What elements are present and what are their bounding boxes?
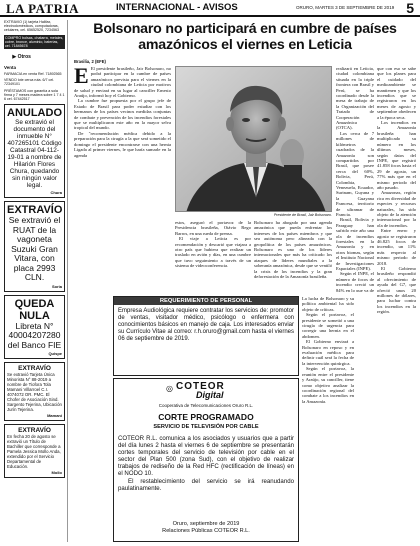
newspaper-logo: LA PATRIA	[6, 1, 79, 16]
coteor-ad	[113, 378, 299, 542]
article-paragraph: realizará en Leticia, ciudad colombiana situada en la triple frontera con Brasil y Perú, se ha coordinado desde la mesa de trabajo de la Organización del Tratado de Cooperación Amazónica (OTCA).	[336, 66, 374, 131]
notice-title: QUEDA NULA	[14, 297, 55, 322]
article-paragraph: La cumbre fue propuesta por el grupo jefe de Estado de Brasil para poder estudiar con los hermanos de los países vecinos medidas conjuntas de combate y prevención de los incendios forestales que se multiplicaron este año en la mayor selva tropical del mundo.	[74, 98, 171, 131]
notice-title: EXTRAVÍO	[18, 365, 51, 373]
classifieds-sidebar	[4, 20, 68, 542]
notice-queda-nula	[4, 295, 65, 360]
article-paragraph: El viaje a Leticia es por recomendación y descartó que viajara a otro país que hubiera que realizar un traslado en avión y días, en una cumbre que tuvo seguimiento a través de un sistema de videoconferencia.	[175, 236, 251, 269]
article-paragraph: Los cerca de 7 millones de kilómetros cuadrados de la Amazonía son compartidos por Brasil, que posee cerca del 60%, Bolivia, Perú, Colombia, Venezuela, Ecuador, Surinam, Guyana y la Guayana Francesa, territorio de ultramar de Francia.	[336, 130, 374, 217]
ad-organization: Cooperativa de Telecomunicaciones Oruro R.L.	[158, 403, 254, 408]
masthead	[0, 0, 420, 17]
notice-sign: Chura	[50, 190, 62, 196]
classified-promo: COMPRO bolsas, chatarra, metales, cobre, bronce, aluminio, baterías, cel. 71845678	[5, 35, 65, 49]
drop-cap: E	[74, 66, 89, 88]
signal-icon: ◎	[166, 384, 173, 393]
paragraph-text: El presidente brasileño, Jair Bolsonaro, no podrá participar en la cumbre de países amazónicos prevista para el viernes en la ciudad colombiana de Leticia por motivos de salud y enviará en su lugar al canciller Ernesto Araújo, informó hoy el Gobierno.	[74, 66, 171, 99]
notice-body: Se extravió Tarjeta Única Minorista N° 88-2019 a nombre de Tiofora Tola Mamani Villarroel C.I. 4074072 OR. PMC. El Chofer de Asociación Sind. Sargento Tejerina, Ubicación Jurín Tejerina.	[7, 372, 62, 413]
coteor-logo-sub: Digital	[196, 390, 224, 400]
notice-extravio-2	[4, 362, 65, 421]
ad-body: Empresa Audiológica requiere contratar los servicios de: promotor de ventas, visitador médico, psicólogo o enfermera con conocimientos básicos en manejo de caja. Los interesados enviar su Currículo Vitae al correo: r.h.oruro@gmail.com hasta el viernes 06 de septiembre de 2019.	[118, 308, 294, 342]
article-paragraph: Según el portavoz, la reunión entre el presidente y Araújo, su canciller, tiene como objetivo analizar la coordinación regional del combate a los incendios en la Amazonía.	[302, 366, 354, 404]
offer-heading: Otros	[17, 54, 31, 61]
dateline: ORURO, MARTES 3 DE SEPTIEMBRE DE 2019	[296, 5, 395, 10]
article-paragraph: El Gobierno brasileño respondió al ofrecimiento de ayuda del G7, que ofreció unos 20 millones de dólares, para luchar contra los incendios en la región.	[377, 266, 416, 315]
article-byline: Brasilia, 2 (EFE)	[74, 59, 106, 64]
article-paragraph: Amazonas, región rica en diversidad de especies y recursos naturales, ha sido objeto de la atención internacional por la ola de incendios.	[377, 190, 416, 228]
notice-body: Se extravió el RUAT de la vagoneta Suzuki Gran Vitara, con placa 2993 CLN.	[8, 215, 61, 283]
ad-body-paragraph-2: El restablecimiento del servicio se irá reanudando paulatinamente.	[118, 478, 294, 493]
article-column-4	[336, 66, 374, 292]
article-column-4b	[357, 296, 374, 542]
notice-body: Se extravió el documento del inmueble N° 407265101 Código Catastral 04-112-19-01 a nombre de Hilarión Flores Chura, quedando sin ningún valor legal.	[7, 119, 62, 190]
article-photo	[175, 66, 332, 212]
section-title: INTERNACIONAL - AVISOS	[116, 2, 238, 13]
article-paragraph	[74, 66, 171, 98]
notice-body: Libreta N° 40004207280 del Banco FIE	[7, 320, 62, 350]
notice-anulado	[4, 104, 65, 198]
ad-title: CORTE PROGRAMADO	[158, 412, 254, 422]
bolsonaro-photo-illustration	[176, 67, 332, 212]
notice-extravio-1	[4, 201, 65, 292]
classified-top: EXTRAVIO (1) tarjeta Halifax, electrodomésticos, computadoras, celulares, cel. 65652520, 7234563	[4, 20, 60, 33]
article-paragraph: Bolsonaro ha abogado por una agenda amazónica que pueda enfrentar los intereses de los países miembros y que sea autónoma pero alineada con la geopolítica de los países amazónicos. Bolsonaro es uno de los líderes internacionales que más ha criticado los ataques de líderes mundiales a la soberanía amazónica, desde que se ventiló la crisis de los incendios y la gran deforestación de la Amazonía brasileña.	[254, 220, 332, 280]
article-column-3b	[302, 296, 354, 542]
classified-section-heading	[4, 51, 65, 64]
personnel-ad	[113, 296, 299, 376]
article-paragraph: Los incendios en la Amazonía brasileña han multiplicado su número en los últimos meses, según datos del INPE, que registró 41.858 focos hasta el 29 de agosto, un 77% más que en el mismo periodo del año pasado.	[377, 120, 416, 190]
article-paragraph: que con eso se sabe que los planes para el cuidado del medioambiente se mantienen y que los incendios que se registraron en los meses de agosto y septiembre obedecen a la época seca.	[377, 66, 416, 120]
notice-body: En fecha 20 de agosto se extravió un Título de Bachiller que corresponde a Pamela Jessica Mollo Anda, extendido por el Servicio Departamental de Educación.	[7, 434, 61, 470]
notice-sign: Mollo	[51, 470, 62, 476]
article-headline: Bolsonaro no participará en cumbre de países amazónicos el viernes en Leticia	[93, 21, 397, 53]
classified-subheading: Venta	[4, 64, 17, 70]
classified-loan: PRÉSTAMOS con garantía a sola firma y 7 meses madera sobre 1 7 4 1 6 cel. 67442517	[4, 88, 66, 102]
article-paragraph: La lucha de Bolsonaro y su política ambiental ha sido objeto de críticas.	[302, 296, 354, 312]
article-column-3	[254, 220, 332, 292]
article-paragraph: estos, aseguró el portavoz de la Presidencia brasileña, Otávio Rego Barros, en una rueda de prensa.	[175, 220, 251, 236]
classified-sale: VENDO lote cerca ruta. 6/7 cel. 72349101	[4, 78, 56, 87]
ad-subtitle: SERVICIO DE TELEVISIÓN POR CABLE	[153, 424, 259, 430]
article-paragraph: El Gobierno enviará a Bolsonaro en reposo y en evaluación médica para definir cuál será la fecha de la intervención quirúrgica.	[302, 339, 354, 366]
classified-pharmacy: FARMACIA en venta Ref. 71892565	[4, 72, 62, 77]
ad-body-paragraph: COTEOR R.L. comunica a los asociados y usuarios que a partir del día lunes 2 hasta el viernes 6 de septiembre se presentarán cortes temporales del servicio de televisión por cable en el sector del Plan 500 (zona Sud), con el objetivo de realizar trabajos de rediseño de la Red HFC (rectificación de líneas) en el NODO 10.	[118, 435, 294, 477]
photo-caption: Presidente de Brasil, Jair Bolsonaro.	[273, 213, 332, 217]
article-paragraph: Entre enero y agosto se registraron 46.825 focos de incendio, un 11% más respecto al mismo periodo de 2018.	[377, 228, 416, 266]
notice-title: EXTRAVÍO	[18, 427, 51, 435]
article-paragraph: Según el INPE, el número de focos de incendio creció un 84% en lo que va de	[336, 271, 374, 292]
notice-sign: Soria	[51, 283, 62, 289]
article-column-1	[74, 66, 171, 292]
ad-heading: REQUERIMIENTO DE PERSONAL	[114, 297, 298, 305]
article-paragraph: Según el portavoz, el presidente se sometió a una cirugía de urgencia para corregir una hernia en el abdomen.	[302, 312, 354, 339]
page-number: 5	[406, 0, 414, 16]
notice-extravio-3	[4, 424, 65, 478]
article-column-5	[377, 66, 416, 542]
notice-title: ANULADO	[7, 107, 62, 120]
ad-footer-date: Oruro, septiembre de 2019	[172, 521, 240, 527]
article-paragraph: Brasil, Bolivia y Paraguay han sufrido este año una ola de incendios forestales en la Amazonía y en otros biomas, según el Instituto Nacional de Investigaciones Espaciales (INPE).	[336, 217, 374, 272]
notice-sign: Mamani	[47, 413, 62, 419]
ad-footer	[114, 521, 298, 534]
ad-footer-org: Relaciones Públicas COTEOR R.L.	[162, 527, 250, 534]
coteor-logo	[158, 381, 258, 399]
notice-title: EXTRAVÍO	[7, 204, 63, 217]
article-paragraph: De "recomendación médica debido a la preparación para la cirugía a la que será sometido el domingo el presidente encontrarse con una hernia Ligada al primer viernes, le que haría sumarle en la agenda	[74, 130, 171, 158]
article-column-2	[175, 220, 251, 292]
offer-arrow-icon: ▶	[12, 54, 18, 61]
notice-sign: Quispe	[48, 351, 62, 357]
ad-body	[118, 436, 294, 493]
coteor-logo-text: COTEOR	[176, 381, 225, 392]
